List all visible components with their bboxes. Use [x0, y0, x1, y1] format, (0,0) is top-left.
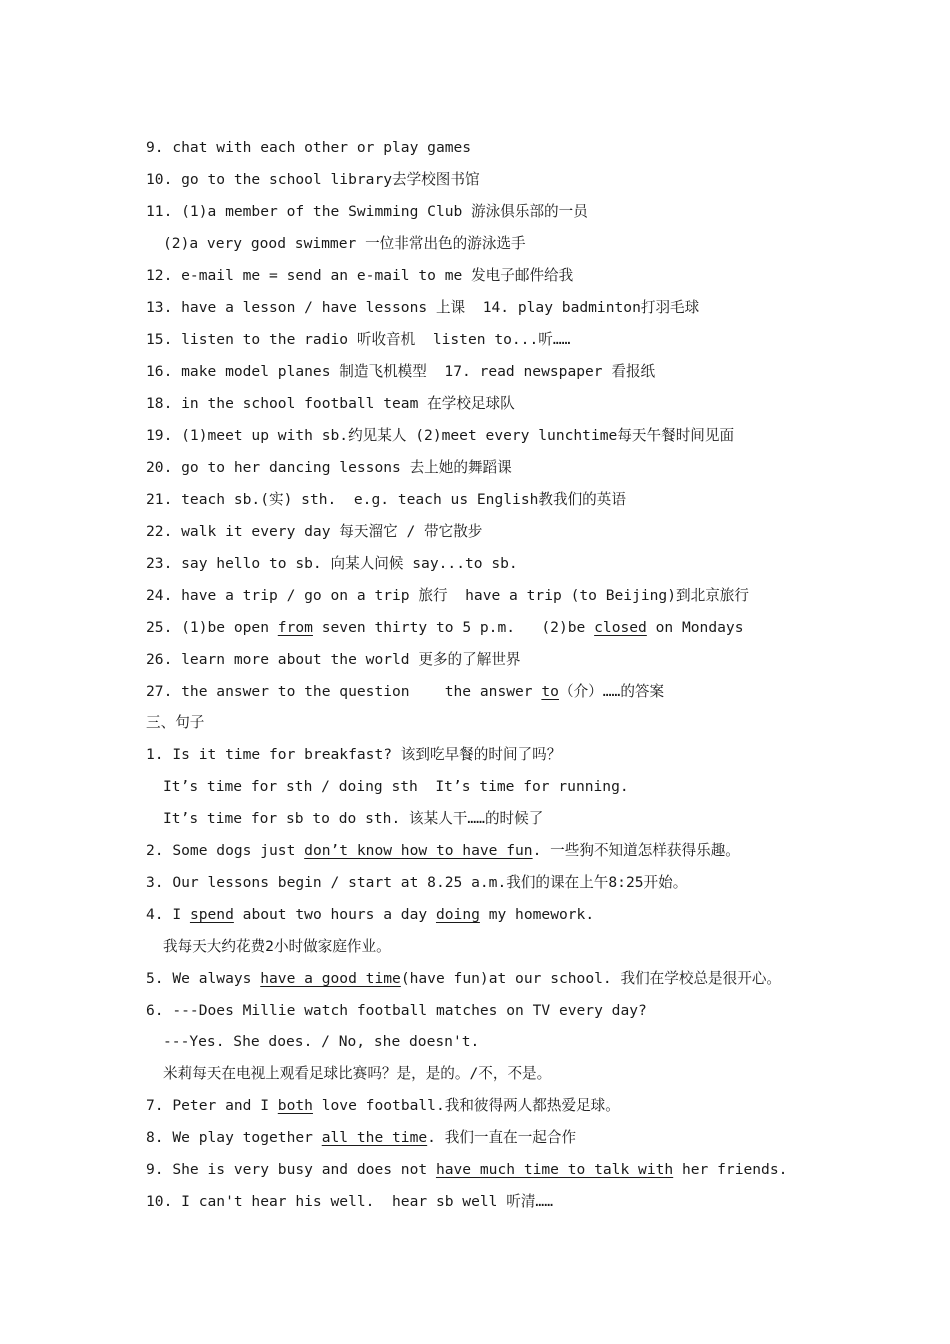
text-line — [163, 807, 543, 831]
text-segment: 26. learn more about the world 更多的了解世界 — [146, 651, 521, 668]
text-line — [146, 328, 570, 352]
text-segment: 9. chat with each other or play games — [146, 139, 472, 156]
text-segment: 7. Peter and I — [146, 1097, 278, 1114]
text-segment: 21. teach sb.(实) sth. e.g. teach us English教我们的英语 — [146, 491, 626, 508]
text-line — [146, 200, 588, 224]
underlined-phrase: from — [277, 619, 313, 636]
text-line — [146, 136, 471, 160]
text-segment: 16. make model planes 制造飞机模型 17. read newspaper 看报纸 — [146, 363, 656, 380]
text-line — [163, 1062, 551, 1086]
text-segment: 22. walk it every day 每天溜它 / 带它散步 — [146, 523, 483, 540]
text-segment: love football.我和彼得两人都热爱足球。 — [312, 1097, 620, 1114]
text-segment: her friends. — [673, 1161, 788, 1178]
underlined-phrase: all the time — [321, 1129, 428, 1146]
text-segment: 5. We always — [146, 970, 261, 987]
text-line — [146, 520, 482, 544]
text-segment: 9. She is very busy and does not — [146, 1161, 436, 1178]
text-line — [163, 935, 391, 959]
underlined-phrase: to — [541, 683, 559, 700]
text-line — [163, 775, 629, 799]
text-segment: 4. I — [146, 906, 190, 923]
text-segment: ---Yes. She does. / No, she doesn't. — [163, 1033, 480, 1050]
text-segment: 24. have a trip / go on a trip 旅行 have a trip (to Beijing)到北京旅行 — [146, 587, 749, 604]
text-segment: (have fun)at our school. 我们在学校总是很开心。 — [400, 970, 782, 987]
text-segment: 25. (1)be open — [146, 619, 278, 636]
text-segment: 27. the answer to the question the answer — [146, 683, 542, 700]
text-segment: seven thirty to 5 p.m. (2)be — [312, 619, 595, 636]
text-line — [146, 392, 515, 416]
underlined-phrase: have much time to talk with — [435, 1161, 674, 1178]
text-segment: It’s time for sb to do sth. 该某人干……的时候了 — [163, 810, 544, 827]
text-segment: 8. We play together — [146, 1129, 322, 1146]
text-line — [146, 552, 518, 576]
text-line — [146, 648, 521, 672]
text-segment: 10. go to the school library去学校图书馆 — [146, 171, 480, 188]
text-segment: on Mondays — [646, 619, 744, 636]
text-segment: . 我们一直在一起合作 — [427, 1129, 577, 1146]
text-segment: 19. (1)meet up with sb.约见某人 (2)meet every lunchtime每天午餐时间见面 — [146, 427, 735, 444]
text-segment: about two hours a day — [233, 906, 436, 923]
text-line — [146, 903, 594, 927]
text-segment: my homework. — [479, 906, 595, 923]
text-segment: 20. go to her dancing lessons 去上她的舞蹈课 — [146, 459, 512, 476]
text-segment: 11. (1)a member of the Swimming Club 游泳俱乐部的一员 — [146, 203, 588, 220]
text-line — [146, 839, 740, 863]
text-line — [146, 616, 744, 640]
text-line — [146, 967, 781, 991]
text-segment: 1. Is it time for breakfast? 该到吃早餐的时间了吗？ — [146, 746, 562, 763]
text-segment: (2)a very good swimmer 一位非常出色的游泳选手 — [163, 235, 526, 252]
text-line — [146, 1094, 620, 1118]
text-line — [146, 456, 512, 480]
text-segment: 3. Our lessons begin / start at 8.25 a.m.我们的课在上午8:25开始。 — [146, 874, 688, 891]
text-segment: 18. in the school football team 在学校足球队 — [146, 395, 515, 412]
underlined-phrase: doing — [435, 906, 480, 923]
text-segment: 2. Some dogs just — [146, 842, 305, 859]
underlined-phrase: spend — [189, 906, 234, 923]
underlined-phrase: closed — [594, 619, 647, 636]
text-line — [146, 488, 626, 512]
text-line — [146, 1126, 576, 1150]
text-line — [146, 264, 573, 288]
text-line — [146, 424, 734, 448]
text-line — [146, 584, 749, 608]
text-segment: 13. have a lesson / have lessons 上课 14. play badminton打羽毛球 — [146, 299, 700, 316]
text-line — [163, 232, 526, 256]
text-line — [146, 871, 687, 895]
underlined-phrase: don’t know how to have fun — [304, 842, 533, 859]
text-line — [146, 680, 664, 704]
text-line — [146, 1158, 787, 1182]
text-segment: 15. listen to the radio 听收音机 listen to...听…… — [146, 331, 571, 348]
text-line — [146, 168, 480, 192]
text-segment: 三、句子 — [146, 714, 205, 731]
text-segment: 10. I can't hear his well. hear sb well 听清…… — [146, 1193, 553, 1210]
text-segment: It’s time for sth / doing sth It’s time for running. — [163, 778, 629, 795]
text-line — [146, 743, 561, 767]
text-line — [146, 296, 699, 320]
text-line — [146, 1190, 553, 1214]
underlined-phrase: both — [277, 1097, 313, 1114]
text-line — [146, 999, 647, 1023]
text-segment: （介）……的答案 — [558, 683, 665, 700]
underlined-phrase: have a good time — [260, 970, 401, 987]
text-line — [146, 360, 655, 384]
text-segment: . 一些狗不知道怎样获得乐趣。 — [532, 842, 740, 859]
text-segment: 6. ---Does Millie watch football matches on TV every day? — [146, 1002, 647, 1019]
text-segment: 米莉每天在电视上观看足球比赛吗？是，是的。/不，不是。 — [163, 1065, 552, 1082]
text-line — [146, 711, 204, 735]
text-segment: 23. say hello to sb. 向某人问候 say...to sb. — [146, 555, 518, 572]
text-segment: 12. e-mail me = send an e-mail to me 发电子邮件给我 — [146, 267, 574, 284]
text-line — [163, 1030, 479, 1054]
text-segment: 我每天大约花费2小时做家庭作业。 — [163, 938, 391, 955]
